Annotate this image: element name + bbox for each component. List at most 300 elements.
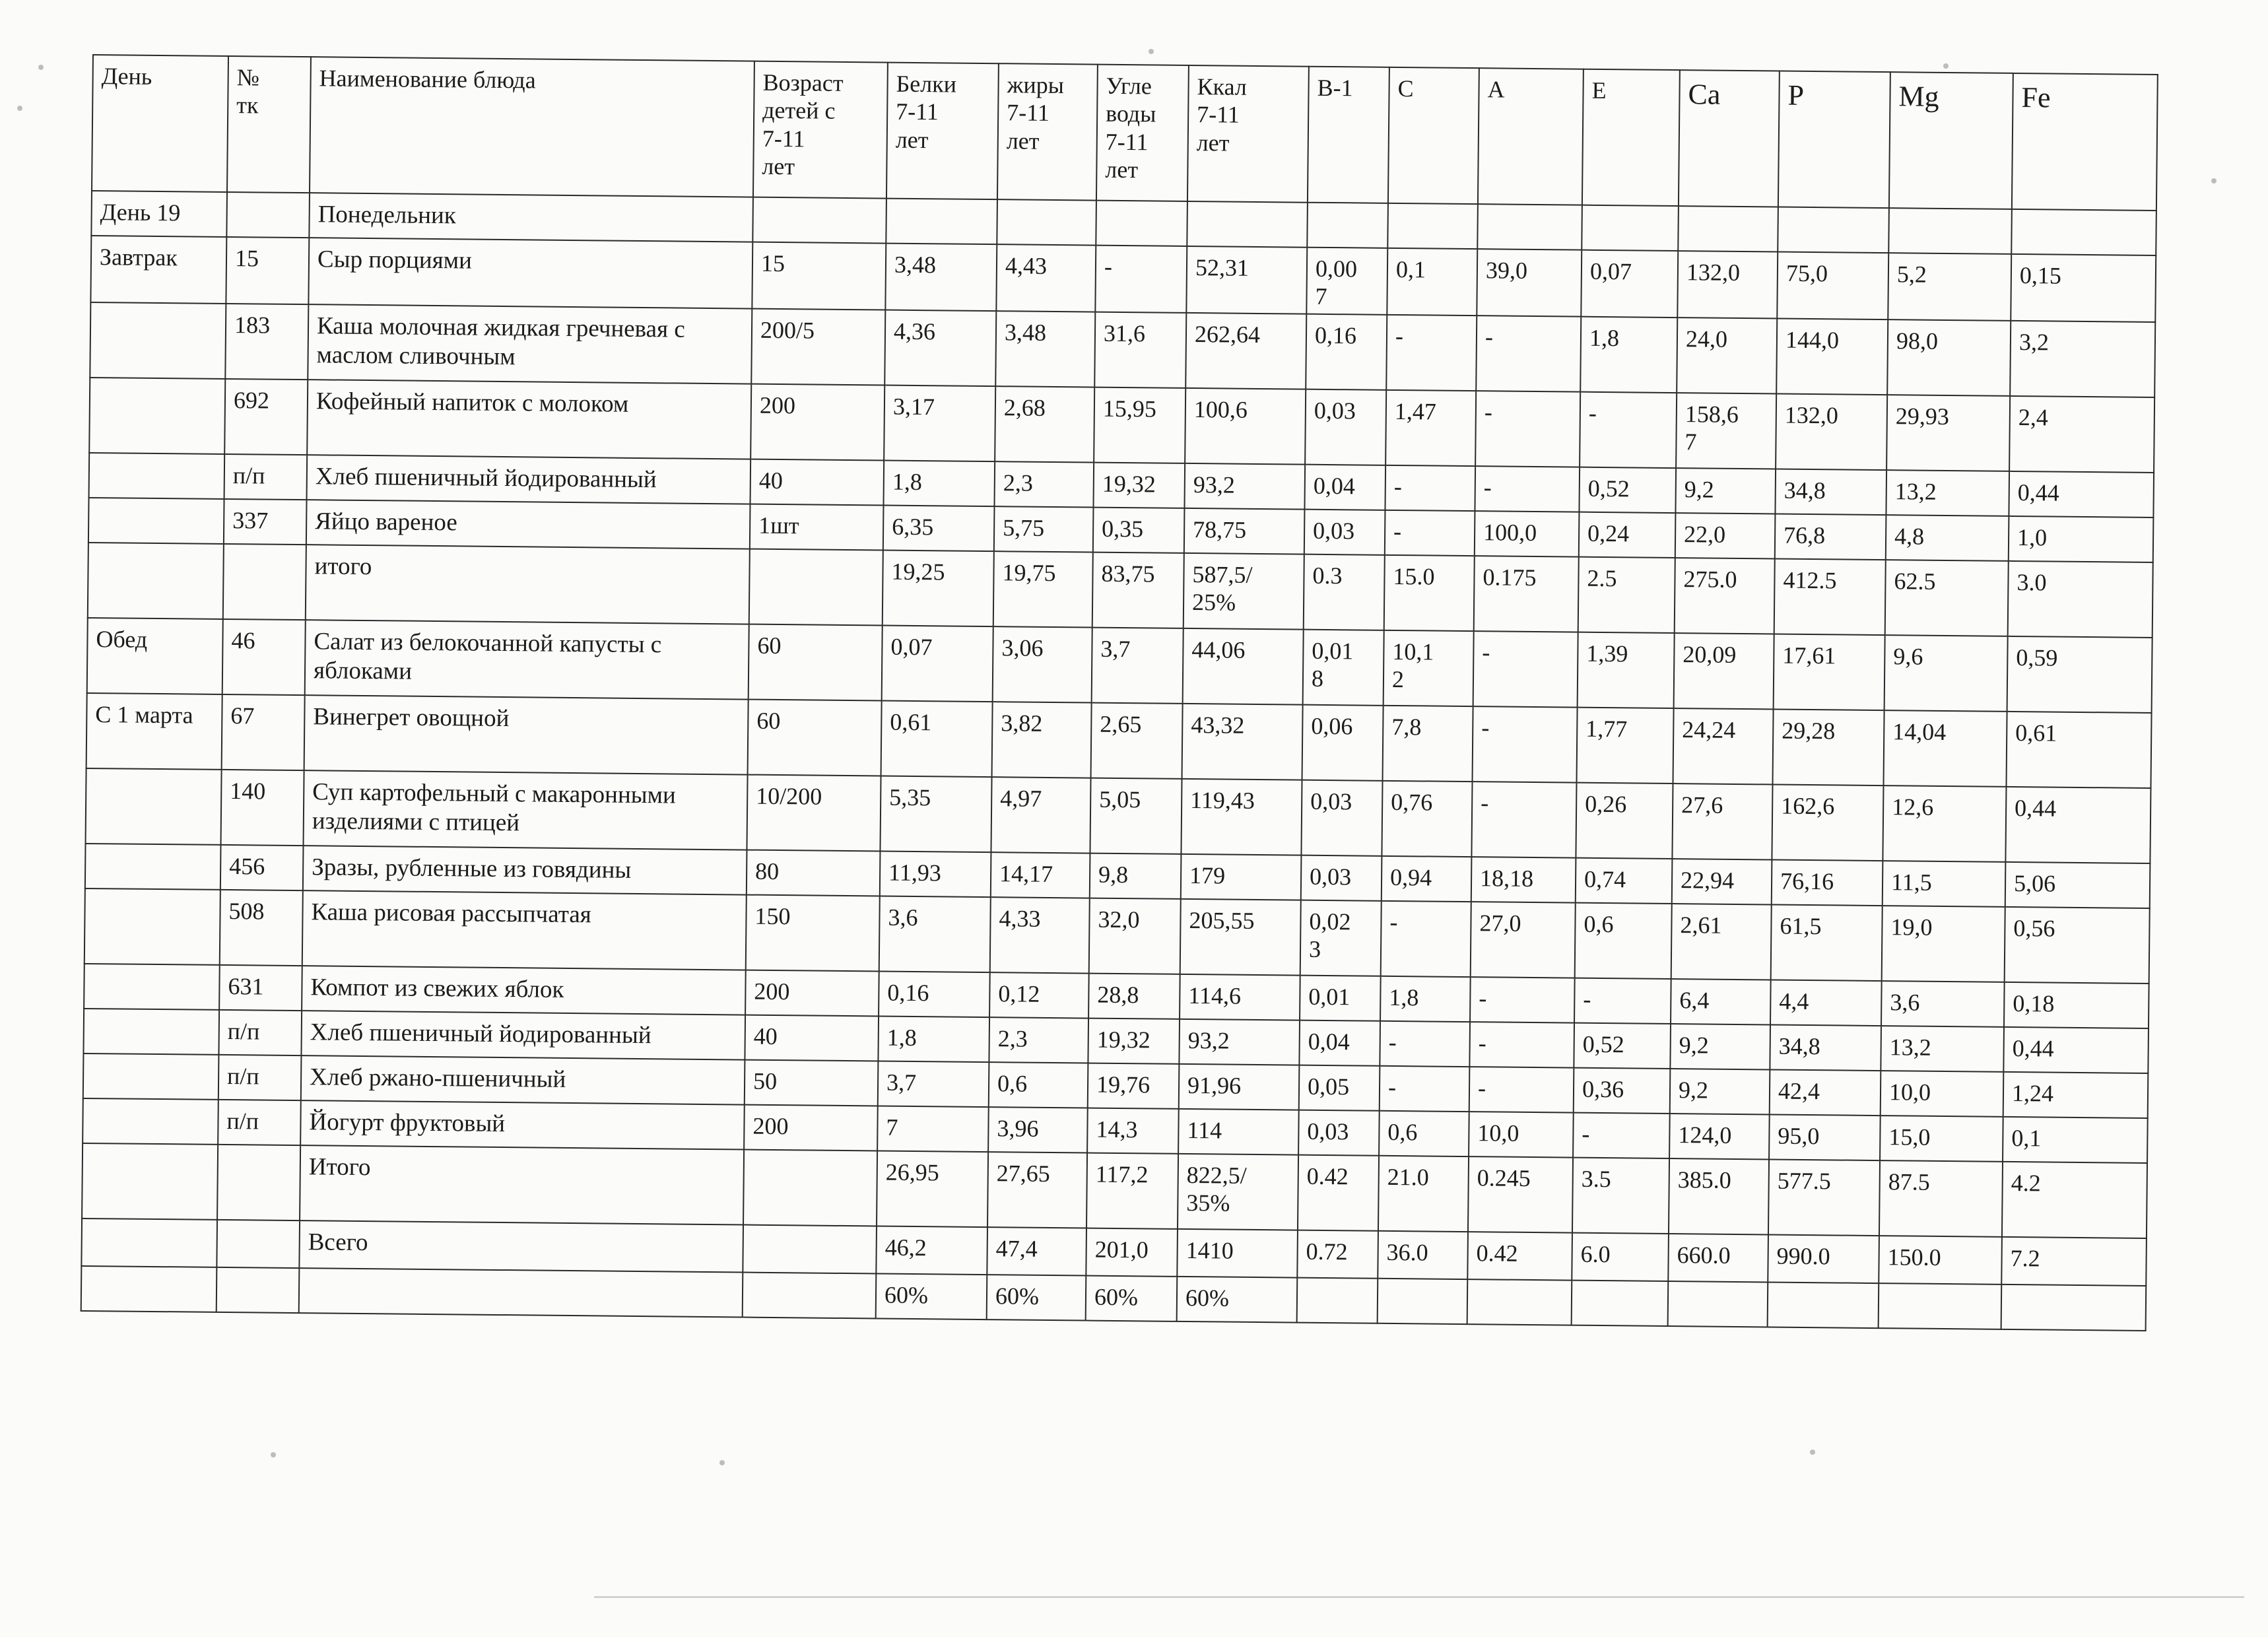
menu-sheet [81,54,2157,1331]
cell-protein [886,199,997,245]
cell-ca: 24,24 [1673,708,1774,784]
header-b1: В-1 [1308,67,1389,203]
cell-day [85,844,221,890]
cell-mg: 98,0 [1887,319,2011,396]
cell-kcal: 93,2 [1184,463,1305,510]
cell-kcal: 179 [1181,854,1302,900]
cell-kcal: 822,5/ 35% [1178,1154,1298,1230]
cell-p: 61,5 [1771,904,1883,981]
header-day: День [92,55,228,192]
cell-age: 200 [750,384,884,461]
cell-day [83,1053,219,1100]
scan-speck [2211,178,2217,184]
cell-c [1378,1279,1468,1324]
cell-tk: п/п [218,1010,302,1055]
cell-age: 40 [745,1015,879,1061]
cell-c: 1,47 [1385,390,1476,466]
cell-e: 3.5 [1572,1158,1669,1234]
cell-carbs: 0,35 [1093,508,1185,553]
header-protein: Белки 7-11 лет [886,63,999,200]
cell-p: 4,4 [1770,980,1882,1026]
cell-e: 1,77 [1577,708,1674,784]
cell-c: 36.0 [1378,1231,1468,1279]
cell-fat: 4,97 [991,777,1090,853]
cell-a: - [1470,977,1575,1023]
cell-b1 [1307,203,1388,248]
cell-fe: 3,2 [2010,321,2155,397]
cell-fe: 1,24 [2003,1072,2149,1118]
cell-b1: 0.3 [1304,554,1385,630]
cell-fat: 0,6 [989,1062,1088,1108]
cell-fe: 0,56 [2005,907,2150,984]
cell-kcal: 205,55 [1180,899,1301,976]
cell-dish: Сыр порциями [308,238,752,308]
cell-fat: 27,65 [987,1152,1087,1228]
cell-mg: 14,04 [1883,710,2007,787]
cell-protein: 3,17 [884,385,995,461]
cell-mg: 13,2 [1886,470,2009,516]
cell-age: 200 [745,970,879,1017]
cell-a: 39,0 [1477,249,1582,316]
cell-mg: 10,0 [1881,1071,2004,1117]
cell-p: 34,8 [1770,1024,1881,1071]
cell-kcal: 114,6 [1180,974,1300,1020]
cell-dish: Каша рисовая рассыпчатая [302,890,747,970]
cell-carbs: 19,32 [1088,1018,1180,1063]
cell-kcal: 43,32 [1182,704,1303,780]
cell-carbs: 201,0 [1086,1228,1178,1276]
header-tk: № тк [227,56,311,193]
cell-mg: 4,8 [1886,515,2009,561]
cell-c: - [1385,510,1475,556]
cell-age [749,549,883,626]
cell-mg: 62.5 [1885,560,2009,636]
cell-mg: 9,6 [1884,635,2008,712]
cell-protein: 26,95 [877,1151,988,1227]
cell-fe: 5,06 [2005,862,2151,908]
cell-a: - [1469,1067,1574,1113]
cell-e: - [1580,392,1677,468]
cell-b1: 0,03 [1304,510,1385,555]
header-p: Р [1778,71,1890,209]
cell-dish: итого [306,545,750,624]
cell-e: 1,8 [1580,317,1677,393]
cell-age: 60 [748,700,882,776]
cell-day [88,498,224,544]
cell-b1: 0.72 [1297,1230,1378,1279]
cell-tk [217,1220,300,1268]
cell-age: 80 [747,850,881,896]
cell-kcal: 587,5/ 25% [1184,553,1304,630]
cell-c [1387,203,1478,249]
cell-b1: 0,03 [1298,1110,1380,1156]
cell-kcal: 114 [1178,1109,1299,1155]
cell-day [82,1143,218,1220]
cell-kcal: 262,64 [1185,313,1306,389]
cell-e: 0,52 [1579,467,1676,513]
cell-kcal: 52,31 [1186,246,1307,314]
cell-kcal [1187,201,1308,248]
cell-fat: 0,12 [989,972,1089,1018]
cell-a: 100,0 [1475,511,1580,557]
cell-fe [2001,1285,2147,1331]
cell-ca: 22,0 [1675,513,1776,558]
cell-p: 577.5 [1768,1159,1880,1236]
cell-ca: 385.0 [1669,1158,1769,1234]
cell-p: 29,28 [1772,709,1884,785]
cell-age: 150 [746,895,880,972]
header-dish: Наименование блюда [310,57,754,197]
cell-p: 132,0 [1776,393,1887,470]
cell-tk: п/п [218,1055,302,1100]
cell-b1: 0,01 [1300,976,1381,1021]
cell-carbs: 19,76 [1088,1063,1180,1108]
cell-a: - [1469,1022,1574,1068]
cell-tk: 15 [226,237,309,304]
cell-c: - [1385,465,1475,511]
cell-carbs: 14,3 [1087,1108,1179,1153]
cell-fe: 0,44 [2003,1027,2149,1073]
cell-fat: 19,75 [993,551,1093,627]
cell-protein: 46,2 [876,1226,987,1275]
cell-b1: 0,06 [1302,705,1384,781]
cell-ca: 660.0 [1668,1234,1768,1282]
cell-fat: 47,4 [987,1227,1086,1275]
cell-e: - [1573,1113,1670,1158]
cell-day: Обед [87,618,223,694]
cell-fe: 0,61 [2006,712,2151,788]
cell-fat: 2,3 [989,1017,1088,1063]
cell-a: 0.245 [1468,1156,1573,1233]
cell-ca: 27,6 [1672,784,1772,859]
cell-kcal: 91,96 [1179,1064,1300,1110]
cell-dish: Кофейный напиток с молоком [307,380,751,459]
cell-e: 6.0 [1572,1233,1669,1281]
cell-carbs: 15,95 [1094,387,1185,463]
cell-dish: Итого [300,1145,744,1224]
cell-fat: 4,43 [996,244,1096,312]
cell-c: 10,1 2 [1384,630,1474,706]
cell-dish: Йогурт фруктовый [300,1100,745,1149]
cell-b1: 0,00 7 [1306,248,1387,315]
cell-fe: 7.2 [2001,1237,2147,1286]
cell-carbs: 28,8 [1088,973,1180,1019]
cell-mg: 87.5 [1879,1160,2003,1237]
cell-p: 17,61 [1774,634,1885,710]
cell-c: - [1386,315,1477,391]
cell-b1: 0,05 [1299,1065,1380,1111]
cell-b1: 0,01 8 [1303,630,1384,706]
cell-p: 990.0 [1768,1234,1879,1283]
cell-protein: 19,25 [883,550,994,626]
cell-mg: 11,5 [1883,861,2006,907]
cell-ca: 6,4 [1671,979,1771,1024]
cell-ca: 9,2 [1675,468,1776,514]
cell-protein: 6,35 [883,505,995,551]
cell-carbs: 5,05 [1090,778,1182,854]
header-carbs: Угле воды 7-11 лет [1096,65,1189,201]
cell-e [1582,205,1679,251]
cell-fe: 1,0 [2009,516,2154,562]
cell-protein: 3,7 [878,1061,989,1107]
cell-fe: 0,18 [2004,982,2149,1028]
scan-speck [17,106,22,111]
cell-tk [217,1145,300,1220]
cell-fat: 3,82 [992,702,1092,778]
cell-tk: 456 [220,845,304,890]
cell-c: 7,8 [1383,706,1473,782]
cell-fat: 3,96 [988,1107,1088,1153]
cell-dish: Каша молочная жидкая гречневая с маслом сливочным [308,304,752,384]
cell-day [89,378,225,454]
cell-fe: 3.0 [2008,561,2153,638]
cell-a: - [1475,391,1580,467]
cell-carbs: 3,7 [1092,628,1184,704]
cell-fe: 0,44 [2009,471,2154,518]
cell-fe: 0,1 [2003,1117,2148,1163]
cell-ca: 132,0 [1677,251,1778,318]
cell-protein: 3,6 [879,896,991,972]
cell-ca: 20,09 [1674,633,1774,709]
cell-ca: 2,61 [1671,904,1772,980]
cell-fat: 2,68 [995,386,1094,462]
scan-speck [271,1452,276,1457]
cell-c: - [1381,901,1471,977]
cell-protein: 3,48 [885,244,997,312]
cell-kcal: 1410 [1177,1229,1298,1278]
cell-p [1778,207,1889,253]
cell-fat: 3,06 [993,626,1092,702]
nutrition-menu-table [81,54,2158,1331]
cell-kcal: 93,2 [1179,1019,1300,1065]
cell-ca [1668,1281,1768,1327]
cell-e: 1,39 [1578,632,1675,708]
cell-c: 1,8 [1380,976,1471,1022]
cell-e [1572,1281,1669,1326]
cell-e: 0,24 [1579,512,1676,558]
cell-protein: 1,8 [883,460,995,506]
cell-a: 18,18 [1471,857,1576,903]
cell-b1: 0,04 [1299,1020,1380,1066]
cell-p: 76,8 [1775,514,1886,560]
header-e: Е [1582,69,1680,206]
cell-age: 40 [750,459,884,506]
cell-carbs: 19,32 [1093,463,1185,508]
cell-fat: 60% [987,1275,1086,1320]
cell-b1: 0.42 [1298,1155,1379,1231]
cell-a: - [1475,466,1580,512]
cell-mg: 150.0 [1879,1236,2002,1285]
cell-ca: 124,0 [1669,1114,1770,1159]
cell-day [83,1098,218,1145]
cell-fe: 4.2 [2002,1162,2147,1238]
cell-age: 200/5 [751,309,885,385]
cell-dish: Салат из белокочанной капусты с яблоками [305,620,749,699]
cell-a: - [1473,631,1578,708]
cell-e: 2.5 [1578,557,1675,633]
cell-mg: 19,0 [1882,906,2005,982]
cell-ca: 24,0 [1677,317,1777,393]
cell-mg: 5,2 [1888,253,2011,321]
cell-a: 27,0 [1471,902,1576,978]
cell-ca: 9,2 [1670,1069,1770,1114]
cell-a: 10,0 [1469,1112,1574,1158]
cell-tk [223,544,306,620]
cell-c: 15.0 [1384,555,1475,631]
cell-tk [217,1267,300,1313]
cell-tk: 46 [222,619,306,695]
cell-carbs [1096,201,1187,246]
cell-fat [997,199,1096,245]
scan-speck [1149,49,1154,54]
cell-age: 50 [745,1059,879,1106]
cell-tk: 508 [220,890,303,966]
cell-mg [1879,1283,2002,1329]
cell-a [1467,1279,1572,1325]
cell-c: - [1380,1066,1470,1112]
cell-day [84,964,220,1010]
scan-speck [1943,63,1949,69]
cell-ca: 158,6 7 [1676,393,1776,469]
cell-day: С 1 марта [86,693,222,770]
cell-day [90,302,226,379]
cell-fat: 3,48 [995,311,1095,387]
cell-tk: 631 [219,965,302,1011]
cell-b1: 0,03 [1305,389,1386,465]
cell-protein: 11,93 [880,851,991,897]
cell-mg: 12,6 [1883,785,2006,862]
scan-edge-line [594,1596,2244,1598]
table-header-row [92,55,2158,211]
cell-a: 0.42 [1467,1232,1572,1281]
cell-tk: п/п [224,454,308,500]
cell-protein: 0,61 [881,700,993,777]
cell-tk: 183 [225,304,308,380]
cell-carbs: - [1095,246,1187,313]
cell-fe: 0,59 [2007,636,2152,713]
cell-carbs: 9,8 [1090,853,1182,899]
cell-kcal: 78,75 [1184,508,1305,554]
cell-b1: 0,02 3 [1300,900,1382,976]
cell-fe: 0,44 [2005,787,2151,863]
scan-speck [38,65,44,70]
cell-p: 144,0 [1776,318,1888,395]
cell-a [1477,204,1582,250]
cell-tk: п/п [218,1100,301,1145]
scan-speck [1810,1450,1815,1455]
cell-dish: Хлеб ржано-пшеничный [301,1055,745,1104]
cell-fe [2011,209,2156,255]
cell-ca: 275.0 [1675,558,1775,634]
cell-dish: Яйцо вареное [306,500,750,549]
cell-p: 162,6 [1772,784,1883,861]
cell-e: 0,36 [1574,1068,1671,1114]
header-a: А [1478,68,1584,205]
cell-carbs: 32,0 [1089,898,1181,974]
cell-a: - [1476,316,1581,392]
cell-dish: Хлеб пшеничный йодированный [307,455,751,504]
cell-carbs: 60% [1086,1275,1178,1321]
header-kcal: Ккал 7-11 лет [1187,65,1309,203]
cell-p: 95,0 [1769,1114,1881,1160]
cell-mg [1888,208,2012,254]
cell-day [83,1009,219,1055]
cell-b1: 0,03 [1301,855,1382,901]
cell-b1: 0,16 [1306,314,1387,390]
cell-carbs: 83,75 [1092,552,1184,628]
cell-dish: Понедельник [309,193,753,242]
cell-day [86,768,222,845]
cell-day: День 19 [91,191,227,237]
cell-c: 0,94 [1382,856,1472,902]
cell-age: 10/200 [747,775,881,852]
cell-e: 0,6 [1575,903,1672,979]
cell-p: 75,0 [1777,252,1888,320]
cell-dish [299,1268,743,1317]
cell-e: 0,52 [1574,1023,1671,1069]
cell-a: 0.175 [1474,556,1579,632]
cell-day [88,543,224,619]
cell-fat: 5,75 [994,506,1094,552]
cell-protein: 4,36 [884,310,996,386]
cell-tk [226,192,310,238]
cell-age: 1шт [750,504,884,551]
cell-fat: 14,17 [991,852,1090,898]
cell-day [89,453,225,499]
cell-b1: 0,04 [1304,465,1385,510]
cell-mg: 3,6 [1881,981,2005,1027]
cell-mg: 13,2 [1881,1026,2004,1072]
cell-e: - [1574,978,1671,1024]
cell-c: 0,76 [1382,781,1472,857]
cell-age: 60 [749,624,883,701]
cell-a: - [1473,706,1578,783]
cell-e: 0,74 [1576,858,1673,904]
cell-protein: 60% [876,1273,987,1320]
cell-kcal: 44,06 [1183,628,1304,705]
cell-p: 412.5 [1774,558,1886,635]
cell-carbs: 31,6 [1094,312,1186,388]
cell-p [1768,1282,1879,1328]
cell-protein: 0,16 [879,971,990,1017]
cell-protein: 7 [877,1106,989,1152]
cell-carbs: 117,2 [1086,1153,1178,1228]
cell-dish: Зразы, рубленные из говядины [303,846,747,894]
cell-protein: 5,35 [880,776,991,852]
cell-protein: 0,07 [882,625,993,702]
cell-day: Завтрак [90,236,226,304]
cell-mg: 29,93 [1886,395,2010,471]
cell-fe: 2,4 [2009,396,2154,473]
cell-carbs: 2,65 [1091,703,1183,779]
cell-dish: Компот из свежих яблок [302,966,746,1015]
cell-kcal: 60% [1177,1277,1298,1323]
header-mg: Mg [1889,72,2013,209]
cell-ca: 9,2 [1670,1024,1770,1069]
cell-a: - [1471,782,1576,858]
cell-fat: 4,33 [990,897,1090,973]
cell-p: 34,8 [1775,469,1886,515]
cell-dish: Всего [299,1220,743,1272]
header-fe: Fe [2012,73,2158,211]
cell-tk: 140 [221,770,304,846]
cell-tk: 692 [224,379,308,455]
cell-age [752,197,886,244]
cell-age [743,1272,877,1318]
cell-tk: 67 [222,694,305,770]
cell-c: - [1380,1021,1470,1067]
cell-dish: Суп картофельный с макаронными изделиями с птицей [304,770,748,850]
